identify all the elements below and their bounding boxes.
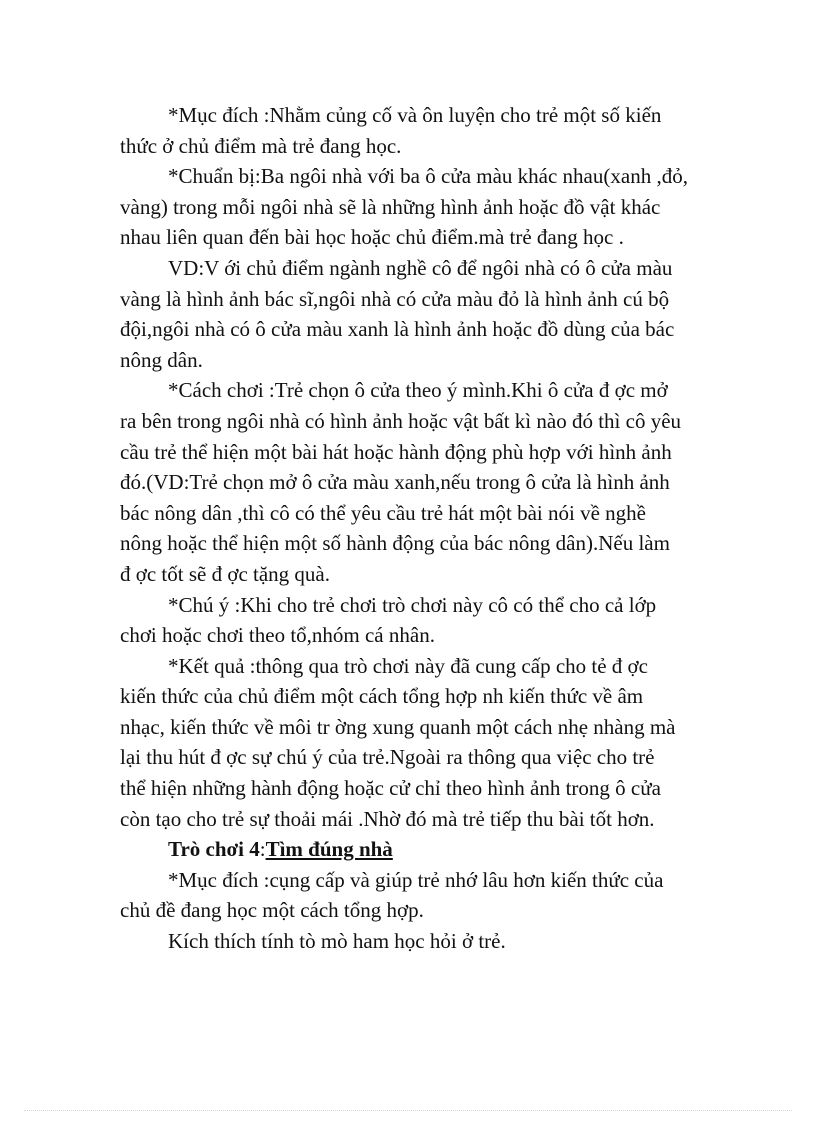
text-line: ra bên trong ngôi nhà có hình ảnh hoặc vật bất kì nào đó thì cô yêu (120, 408, 682, 433)
text-line: lại thu hút đ ợc sự chú ý của trẻ.Ngoài ra thông qua việc cho trẻ (120, 745, 655, 770)
text-line: *Chuẩn bị:Ba ngôi nhà với ba ô cửa màu khác nhau(xanh ,đỏ, (168, 164, 688, 189)
text-line: bác nông dân ,thì cô có thể yêu cầu trẻ hát một bài nói về nghề (120, 500, 646, 525)
heading-title: Tìm đúng nhà (265, 837, 393, 862)
text-line: đội,ngôi nhà có ô cửa màu xanh là hình ảnh hoặc đồ dùng của bác (120, 317, 675, 342)
text-line: *Mục đích :cụng cấp và giúp trẻ nhớ lâu hơn kiến thức của (168, 867, 664, 892)
text-line: nông dân. (120, 347, 203, 372)
heading-label: Trò chơi 4 (168, 837, 260, 862)
text-line: nhau liên quan đến bài học hoặc chủ điểm.mà trẻ đang học . (120, 225, 624, 250)
text-line: cầu trẻ thể hiện một bài hát hoặc hành động phù hợp với hình ảnh (120, 439, 672, 464)
text-line: vàng) trong mỗi ngôi nhà sẽ là những hình ảnh hoặc đồ vật khác (120, 194, 661, 219)
text-line: VD:V ới chủ điểm ngành nghề cô để ngôi nhà có ô cửa màu (168, 255, 673, 280)
text-line: chơi hoặc chơi theo tổ,nhóm cá nhân. (120, 623, 435, 648)
section-heading (120, 834, 700, 865)
text-line: nhạc, kiến thức về môi tr ờng xung quanh một cách nhẹ nhàng mà (120, 714, 676, 739)
text-line: kiến thức của chủ điểm một cách tổng hợp nh kiến thức về âm (120, 684, 644, 709)
text-line: chủ đề đang học một cách tổng hợp. (120, 898, 424, 923)
text-line: thức ở chủ điểm mà trẻ đang học. (120, 133, 402, 158)
document-body (120, 100, 700, 957)
text-line: đ ợc tốt sẽ đ ợc tặng quà. (120, 561, 330, 586)
text-line: *Cách chơi :Trẻ chọn ô cửa theo ý mình.Khi ô cửa đ ợc mở (168, 378, 668, 403)
text-line: Kích thích tính tò mò ham học hỏi ở trẻ. (168, 929, 506, 954)
text-line: nông hoặc thể hiện một số hành động của bác nông dân).Nếu làm (120, 531, 670, 556)
text-line: *Mục đích :Nhằm củng cố và ôn luyện cho trẻ một số kiến (168, 103, 662, 127)
heading-separator: : (259, 837, 266, 862)
page-bottom-rule (24, 1110, 792, 1111)
text-line: thể hiện những hành động hoặc cử chỉ theo hình ảnh trong ô cửa (120, 776, 661, 801)
text-line: còn tạo cho trẻ sự thoải mái .Nhờ đó mà trẻ tiếp thu bài tốt hơn. (120, 806, 655, 831)
text-line: vàng là hình ảnh bác sĩ,ngôi nhà có cửa màu đỏ là hình ảnh cú bộ (120, 286, 670, 311)
text-line: *Chú ý :Khi cho trẻ chơi trò chơi này cô có thể cho cả lớp (168, 592, 657, 617)
text-line: đó.(VD:Trẻ chọn mở ô cửa màu xanh,nếu trong ô cửa là hình ảnh (120, 470, 670, 495)
text-line: *Kết quả :thông qua trò chơi này đã cung cấp cho tẻ đ ợc (168, 653, 648, 678)
